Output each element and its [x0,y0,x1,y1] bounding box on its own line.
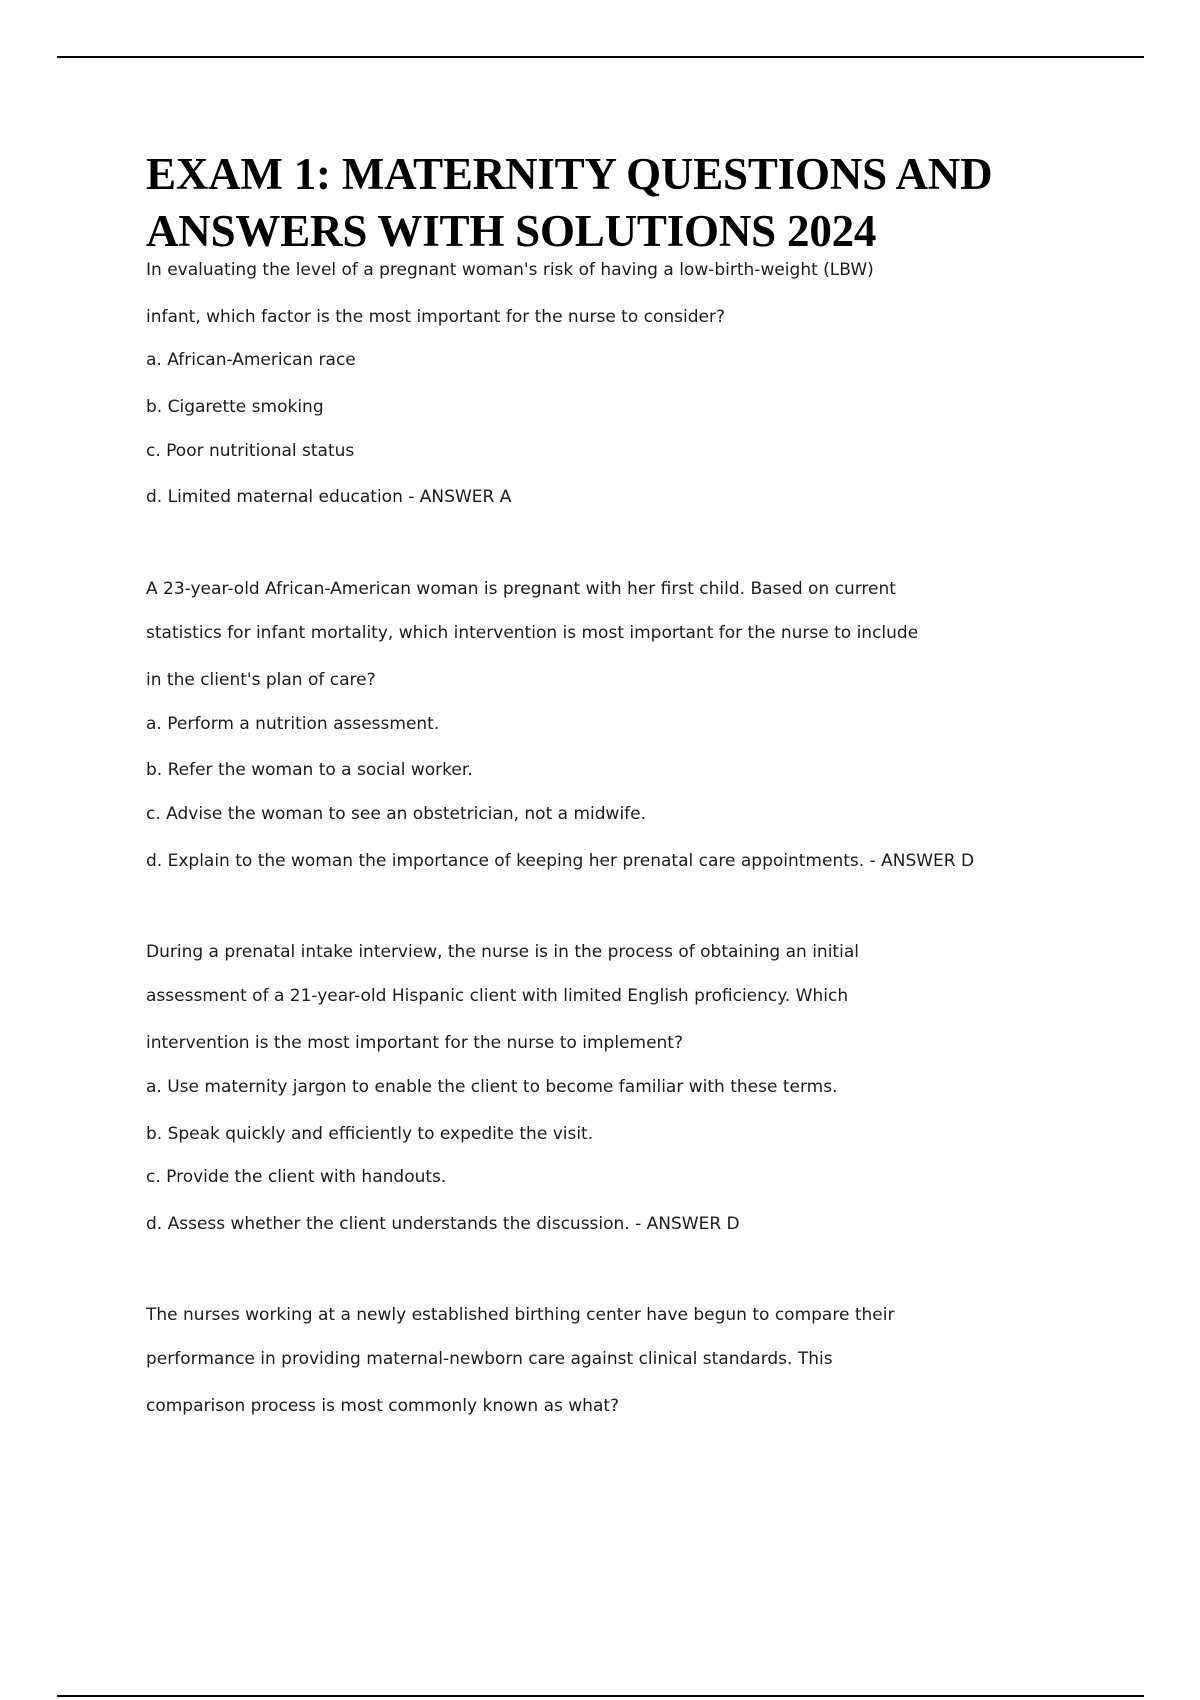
q1-option-c: c. Poor nutritional status [146,441,355,461]
q2-option-b: b. Refer the woman to a social worker. [146,760,473,780]
bottom-rule [57,1695,1144,1697]
q4-stem-line-3: comparison process is most commonly known as what? [146,1396,620,1416]
page-title [146,146,1146,260]
q3-option-a: a. Use maternity jargon to enable the client to become familiar with these terms. [146,1077,838,1097]
q3-stem-line-3: intervention is the most important for the nurse to implement? [146,1033,683,1053]
q1-option-a: a. African-American race [146,350,356,370]
q2-stem-line-1: A 23-year-old African-American woman is pregnant with her first child. Based on current [146,579,896,599]
q2-stem-line-3: in the client's plan of care? [146,670,376,690]
q2-stem-line-2: statistics for infant mortality, which intervention is most important for the nurse to include [146,623,919,643]
q1-stem-line-2: infant, which factor is the most important for the nurse to consider? [146,307,726,327]
q2-option-a: a. Perform a nutrition assessment. [146,714,440,734]
q3-stem-line-2: assessment of a 21-year-old Hispanic client with limited English proficiency. Which [146,986,849,1006]
q4-stem-line-2: performance in providing maternal-newborn care against clinical standards. This [146,1349,833,1369]
q2-option-d-answer: d. Explain to the woman the importance of keeping her prenatal care appointments. - ANSWER D [146,851,975,871]
title-line-2: ANSWERS WITH SOLUTIONS 2024 [146,206,877,256]
q4-stem-line-1: The nurses working at a newly established birthing center have begun to compare their [146,1305,895,1325]
q1-option-d-answer: d. Limited maternal education - ANSWER A [146,487,512,507]
q1-stem-line-1: In evaluating the level of a pregnant woman's risk of having a low-birth-weight (LBW) [146,260,874,280]
q2-option-c: c. Advise the woman to see an obstetrician, not a midwife. [146,804,647,824]
q3-stem-line-1: During a prenatal intake interview, the nurse is in the process of obtaining an initial [146,942,859,962]
top-rule [57,56,1144,58]
q3-option-d-answer: d. Assess whether the client understands the discussion. - ANSWER D [146,1214,740,1234]
title-line-1: EXAM 1: MATERNITY QUESTIONS AND [146,149,993,199]
q3-option-b: b. Speak quickly and efficiently to expedite the visit. [146,1124,594,1144]
q3-option-c: c. Provide the client with handouts. [146,1167,447,1187]
q1-option-b: b. Cigarette smoking [146,397,324,417]
